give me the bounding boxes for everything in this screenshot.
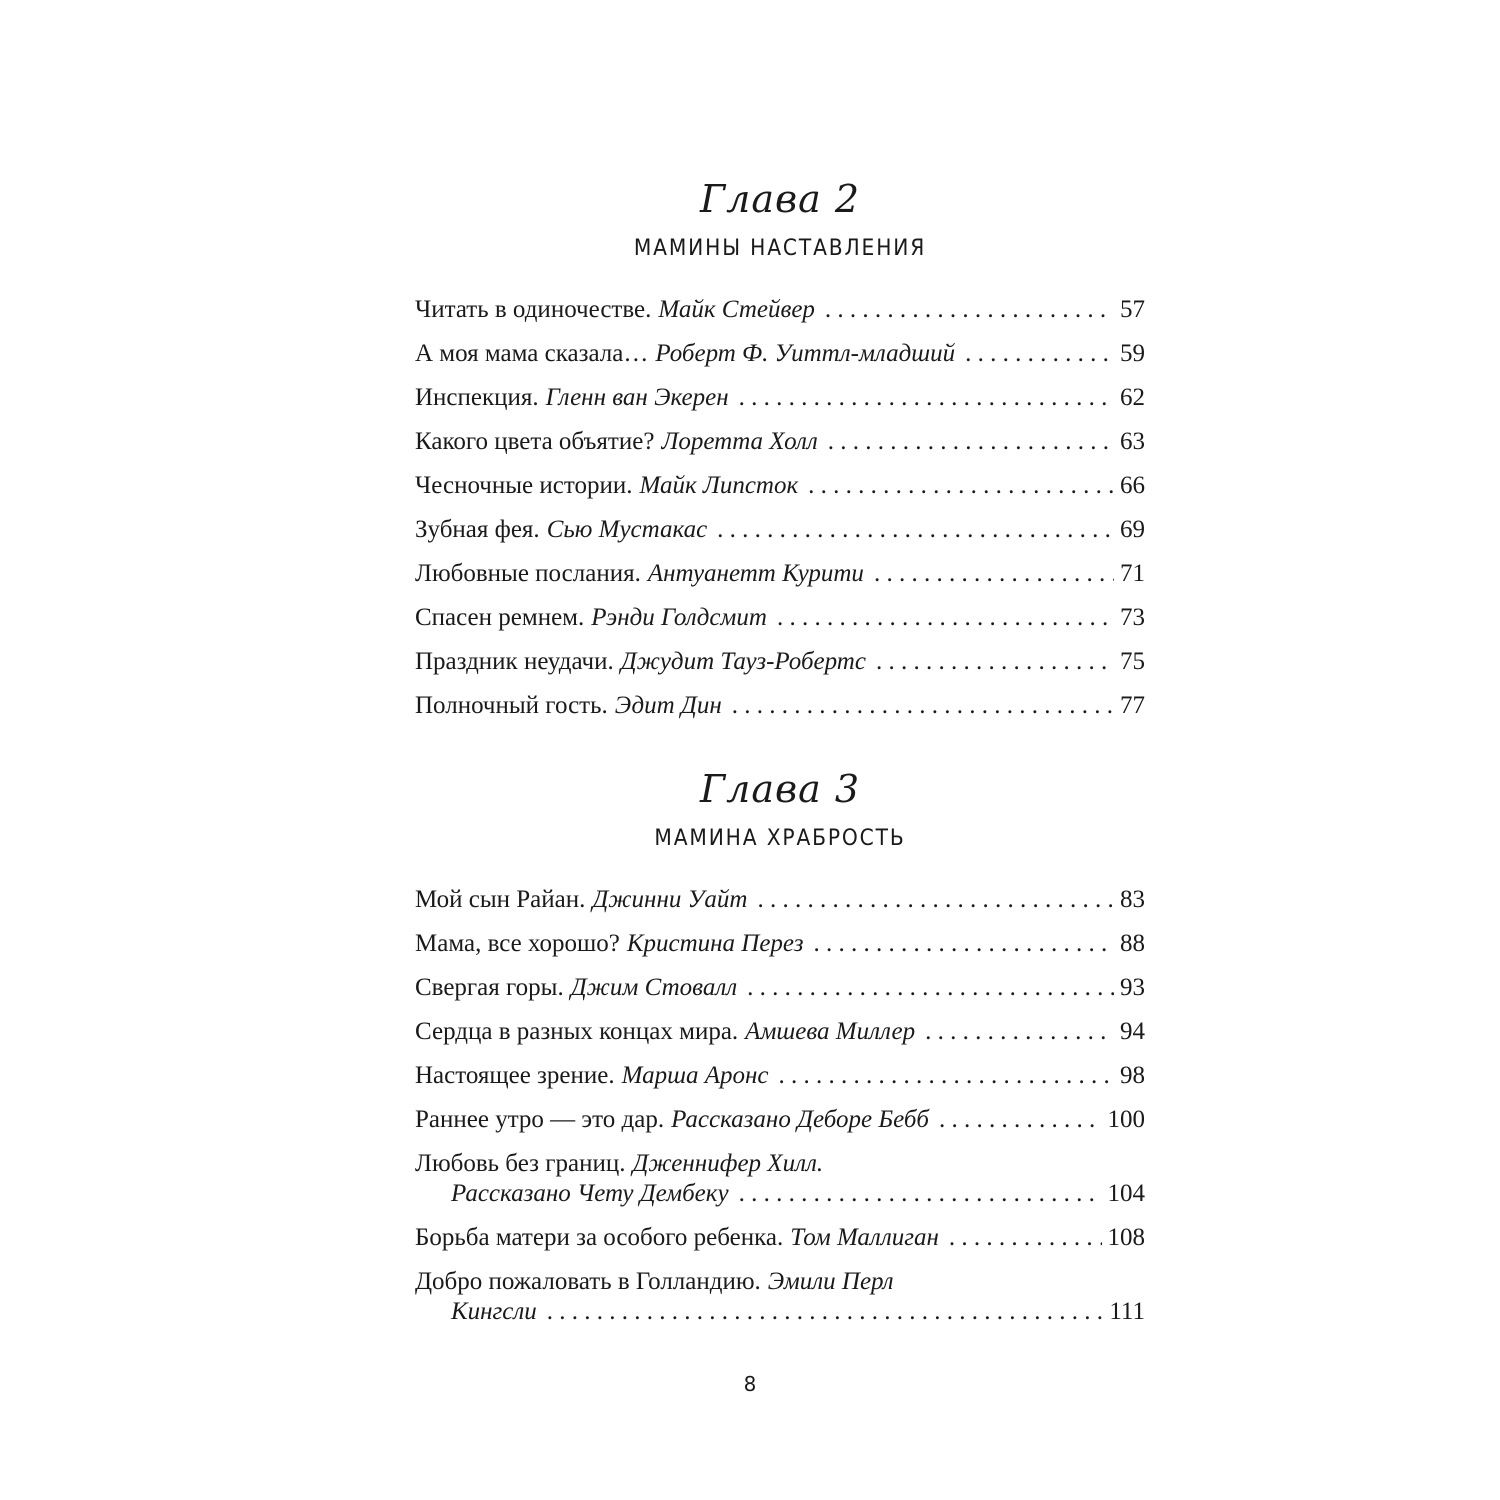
toc-entry — [415, 878, 1145, 922]
dot-leader — [939, 1098, 1102, 1142]
toc-entry — [415, 640, 1145, 684]
story-title: Настоящее зрение. — [415, 1062, 615, 1089]
dot-leader — [925, 1010, 1114, 1054]
toc-entry — [415, 288, 1145, 332]
story-author-continued: Рассказано Чету Дембеку — [451, 1180, 729, 1207]
story-author: Джинни Уайт — [592, 886, 748, 913]
dot-leader — [779, 1054, 1114, 1098]
dot-leader — [747, 966, 1114, 1010]
toc-entry — [415, 596, 1145, 640]
story-title: Инспекция. — [415, 384, 539, 411]
chapter-3 — [415, 766, 1145, 1334]
story-author: Рассказано Деборе Бебб — [671, 1106, 929, 1133]
toc-entry — [415, 1142, 1145, 1216]
dot-leader — [949, 1216, 1102, 1260]
story-title: Любовные послания. — [415, 560, 641, 587]
story-title: Борьба матери за особого ребенка. — [415, 1224, 784, 1251]
story-title: Полночный гость. — [415, 692, 608, 719]
story-title: Зубная фея. — [415, 516, 540, 543]
chapter-2 — [415, 176, 1145, 728]
dot-leader — [739, 1172, 1102, 1216]
toc-entry — [415, 1098, 1145, 1142]
page-ref: 93 — [1120, 974, 1145, 1001]
story-title: Добро пожаловать в Голландию. — [415, 1268, 761, 1295]
story-title: А моя мама сказала… — [415, 340, 649, 367]
dot-leader — [732, 684, 1114, 728]
story-author: Марша Аронс — [621, 1062, 769, 1089]
page-ref: 69 — [1120, 516, 1145, 543]
page-ref: 104 — [1107, 1180, 1145, 1207]
story-title: Сердца в разных концах мира. — [415, 1018, 739, 1045]
page-ref: 98 — [1120, 1062, 1145, 1089]
story-author: Джим Стовалл — [570, 974, 738, 1001]
toc-entry — [415, 1054, 1145, 1098]
story-title: Мама, все хорошо? — [415, 930, 620, 957]
dot-leader — [874, 552, 1114, 596]
toc-entry — [415, 552, 1145, 596]
story-title: Свергая горы. — [415, 974, 564, 1001]
dot-leader — [717, 508, 1114, 552]
page-ref: 108 — [1107, 1224, 1145, 1251]
toc-entry — [415, 508, 1145, 552]
chapter-title: МАМИНА ХРАБРОСТЬ — [654, 826, 906, 851]
page-number: 8 — [743, 1372, 757, 1396]
dot-leader — [965, 332, 1114, 376]
story-author: Гленн ван Экерен — [545, 384, 729, 411]
chapter-label: Глава 2 — [699, 177, 861, 221]
dot-leader — [876, 640, 1114, 684]
story-author: Антуанетт Курити — [647, 560, 864, 587]
toc-entry — [415, 420, 1145, 464]
story-title: Какого цвета объятие? — [415, 428, 655, 455]
dot-leader — [825, 288, 1114, 332]
story-author: Эдит Дин — [614, 692, 722, 719]
page-ref: 66 — [1120, 472, 1145, 499]
toc-entries — [415, 878, 1145, 1334]
toc-entries — [415, 288, 1145, 728]
page-ref: 88 — [1120, 930, 1145, 957]
toc-entry — [415, 684, 1145, 728]
story-title: Читать в одиночестве. — [415, 296, 652, 323]
story-author: Рэнди Голдсмит — [591, 604, 767, 631]
page-ref: 71 — [1120, 560, 1145, 587]
story-title: Спасен ремнем. — [415, 604, 585, 631]
story-author: Майк Стейвер — [658, 296, 815, 323]
toc-entry — [415, 1216, 1145, 1260]
dot-leader — [547, 1290, 1104, 1334]
story-author: Майк Липсток — [639, 472, 799, 499]
toc-entry — [415, 464, 1145, 508]
page-ref: 57 — [1120, 296, 1145, 323]
page-ref: 62 — [1120, 384, 1145, 411]
toc-entry — [415, 922, 1145, 966]
story-title: Чесночные истории. — [415, 472, 633, 499]
page-ref: 73 — [1120, 604, 1145, 631]
story-author: Кристина Перез — [626, 930, 804, 957]
page-ref: 100 — [1107, 1106, 1145, 1133]
dot-leader — [739, 376, 1114, 420]
toc-entry — [415, 376, 1145, 420]
story-author: Сью Мустакас — [546, 516, 708, 543]
story-author: Том Маллиган — [790, 1224, 939, 1251]
page-ref: 77 — [1120, 692, 1145, 719]
toc-entry — [415, 1260, 1145, 1334]
dot-leader — [813, 922, 1114, 966]
page-ref: 75 — [1120, 648, 1145, 675]
dot-leader — [777, 596, 1114, 640]
story-author: Роберт Ф. Уиттл-младший — [655, 340, 956, 367]
dot-leader — [757, 878, 1114, 922]
toc-entry — [415, 1010, 1145, 1054]
story-author: Амшева Миллер — [745, 1018, 916, 1045]
story-author: Дженнифер Хилл. — [632, 1150, 824, 1177]
page-ref: 94 — [1120, 1018, 1145, 1045]
story-title: Любовь без границ. — [415, 1150, 626, 1177]
story-author: Джудит Тауз-Робертс — [620, 648, 866, 675]
toc-entry — [415, 332, 1145, 376]
story-author-continued: Кингсли — [451, 1298, 537, 1325]
story-title: Праздник неудачи. — [415, 648, 614, 675]
page-ref: 63 — [1120, 428, 1145, 455]
story-title: Мой сын Райан. — [415, 886, 586, 913]
story-title: Раннее утро — это дар. — [415, 1106, 665, 1133]
story-author: Эмили Перл — [767, 1268, 894, 1295]
chapter-title: МАМИНЫ НАСТАВЛЕНИЯ — [633, 236, 927, 261]
page-ref: 83 — [1120, 886, 1145, 913]
chapter-label: Глава 3 — [699, 767, 861, 811]
toc-entry — [415, 966, 1145, 1010]
dot-leader — [808, 464, 1114, 508]
page-ref: 111 — [1109, 1298, 1145, 1325]
dot-leader — [828, 420, 1114, 464]
story-author: Лоретта Холл — [661, 428, 818, 455]
page-ref: 59 — [1120, 340, 1145, 367]
